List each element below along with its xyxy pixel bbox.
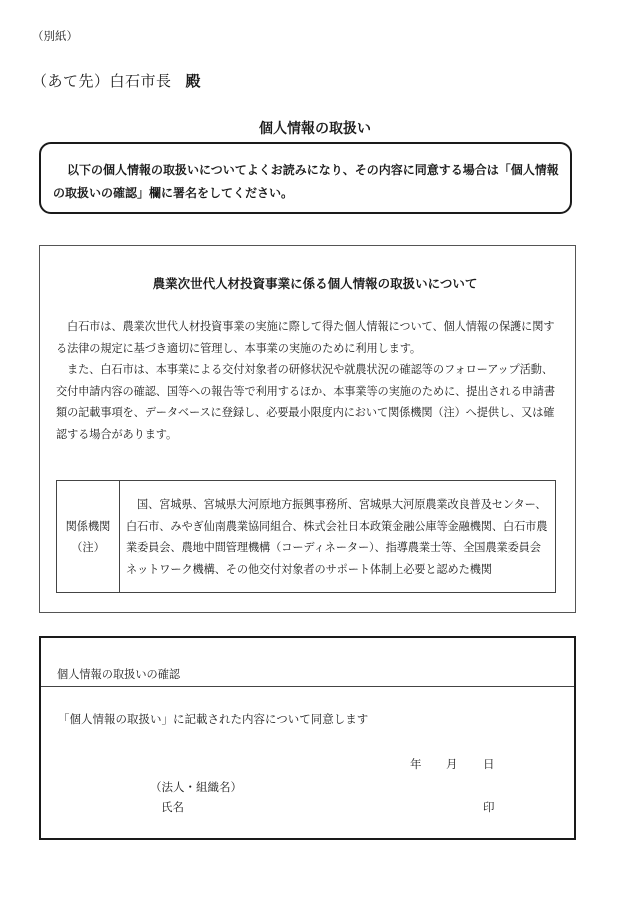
related-orgs-list: 国、宮城県、宮城県大河原地方振興事務所、宮城県大河原農業改良普及センター、白石市、みやぎ仙南農業協同組合、株式会社日本政策金融公庫等金融機関、白石市農業委員会、農地中間管理機構（コーディネーター）、指導農業士等、全国農業委員会ネットワーク機構、その他交付対象者のサポート体制上必要と認めた機関: [120, 481, 556, 593]
page-title: 個人情報の取扱い: [259, 121, 371, 137]
agreement-statement: 「個人情報の取扱い」に記載された内容について同意します: [58, 712, 369, 726]
related-orgs-table: [56, 480, 556, 593]
signature-name-field[interactable]: 氏名: [161, 800, 184, 814]
honorific: 殿: [185, 72, 202, 90]
related-orgs-label: [57, 481, 120, 593]
notice-box: [39, 142, 572, 214]
date-year-field[interactable]: 年: [410, 757, 422, 771]
attachment-label: （別紙）: [32, 29, 78, 43]
addressee-line: [32, 70, 201, 91]
date-day-field[interactable]: 日: [483, 757, 495, 771]
notice-line-2: の取扱いの確認」欄に署名をしてください。: [53, 186, 294, 200]
related-orgs-label-line1: 関係機関: [65, 519, 111, 533]
policy-paragraph-1: 白石市は、農業次世代人材投資事業の実施に際して得た個人情報について、個人情報の保護に関する法律の規定に基づき適切に管理し、本事業の実施のために利用します。: [56, 320, 555, 355]
seal-mark: 印: [483, 800, 495, 814]
addressee-name: 白石市長: [109, 72, 172, 90]
date-month-field[interactable]: 月: [446, 757, 458, 771]
related-orgs-label-line2: （注）: [71, 540, 105, 554]
corporation-name-field[interactable]: （法人・組織名）: [150, 780, 242, 794]
policy-title: 農業次世代人材投資事業に係る個人情報の取扱いについて: [152, 276, 478, 291]
addressee-prefix: （あて先）: [32, 72, 110, 90]
confirmation-heading: 個人情報の取扱いの確認: [41, 660, 574, 687]
policy-paragraph-2: また、白石市は、本事業による交付対象者の研修状況や就農状況の確認等のフォローアップ活動、交付申請内容の確認、国等への報告等で利用するほか、本事業等の実施のために、提出される申請書類の記載事項を、データベースに登録し、必要最小限度内において関係機関（注）へ提供し、又は確認する場合があります。: [56, 363, 555, 441]
notice-line-1: 以下の個人情報の取扱いについてよくお読みになり、その内容に同意する場合は「個人情報: [67, 163, 559, 177]
